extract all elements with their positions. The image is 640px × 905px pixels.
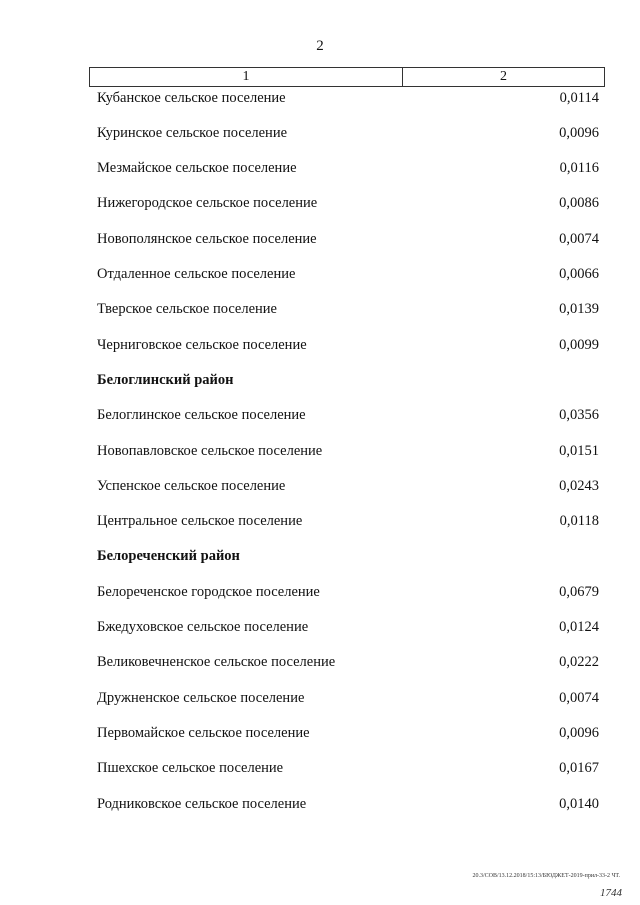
coefficient-value: 0,0222 — [559, 654, 599, 671]
settlement-name: Пшехское сельское поселение — [97, 760, 284, 777]
coefficient-value: 0,0114 — [559, 89, 599, 106]
coefficient-value: 0,0151 — [559, 442, 599, 459]
table-row — [97, 512, 599, 532]
district-name: Белоглинский район — [97, 371, 234, 388]
table-row — [97, 194, 599, 214]
table-row — [97, 759, 599, 779]
table-row — [97, 688, 599, 708]
settlement-name: Белоглинское сельское поселение — [97, 407, 306, 424]
table-row — [97, 406, 599, 426]
settlement-name: Новопавловское сельское поселение — [97, 442, 323, 459]
coefficient-value: 0,0118 — [559, 513, 599, 530]
table-row — [97, 582, 599, 602]
settlement-name: Новополянское сельское поселение — [97, 230, 317, 247]
table-row — [97, 265, 599, 285]
settlement-name: Успенское сельское поселение — [97, 477, 286, 494]
coefficient-value: 0,0116 — [559, 160, 599, 177]
table-row — [97, 88, 599, 108]
page-signature: 1744 — [600, 887, 622, 899]
settlement-name: Отдаленное сельское поселение — [97, 266, 296, 282]
coefficient-value: 0,0096 — [559, 724, 599, 741]
coefficient-value: 0,0139 — [559, 301, 599, 318]
table-row — [97, 441, 599, 461]
coefficient-value: 0,0356 — [559, 407, 599, 424]
settlement-name: Центральное сельское поселение — [97, 513, 303, 530]
settlement-name: Нижегородское сельское поселение — [97, 195, 318, 212]
district-heading-row — [97, 547, 599, 567]
coefficient-value: 0,0167 — [559, 760, 599, 777]
document-stamp: 20.3/СОВ/13.12.2018/15:13/БЮДЖЕТ-2019-прил-33-2 ЧТ. — [472, 873, 620, 879]
coefficient-value: 0,0074 — [559, 230, 599, 247]
coefficient-value: 0,0066 — [559, 266, 599, 282]
table-row — [97, 335, 599, 355]
table-row — [97, 229, 599, 249]
settlement-name: Белореченское городское поселение — [97, 583, 320, 600]
settlement-name: Родниковское сельское поселение — [97, 795, 307, 812]
settlement-name: Мезмайское сельское поселение — [97, 160, 297, 177]
header-col-1: 1 — [90, 68, 403, 86]
page-number: 2 — [316, 38, 324, 54]
settlement-name: Тверское сельское поселение — [97, 301, 277, 318]
table-row — [97, 159, 599, 179]
coefficient-value: 0,0074 — [559, 689, 599, 706]
coefficient-value: 0,0124 — [559, 619, 599, 635]
settlement-name: Великовечненское сельское поселение — [97, 654, 336, 671]
district-heading-row — [97, 370, 599, 390]
settlement-name: Черниговское сельское поселение — [97, 336, 307, 353]
settlement-name: Кубанское сельское поселение — [97, 89, 286, 106]
coefficient-value: 0,0243 — [559, 477, 599, 494]
coefficient-value: 0,0099 — [559, 336, 599, 353]
table-row — [97, 476, 599, 496]
coefficient-value: 0,0140 — [559, 795, 599, 812]
table-row — [97, 123, 599, 143]
coefficient-value: 0,0096 — [559, 124, 599, 141]
table-row — [97, 653, 599, 673]
settlement-name: Первомайское сельское поселение — [97, 724, 310, 741]
coefficient-value: 0,0679 — [559, 583, 599, 600]
table-row — [97, 618, 599, 638]
table-row — [97, 300, 599, 320]
table-row — [97, 723, 599, 743]
coefficient-value: 0,0086 — [559, 195, 599, 212]
table-row — [97, 794, 599, 814]
header-col-2: 2 — [500, 69, 507, 84]
district-name: Белореченский район — [97, 548, 240, 565]
settlement-name: Дружненское сельское поселение — [97, 689, 305, 706]
settlement-name: Бжедуховское сельское поселение — [97, 619, 309, 635]
settlement-name: Куринское сельское поселение — [97, 124, 288, 141]
